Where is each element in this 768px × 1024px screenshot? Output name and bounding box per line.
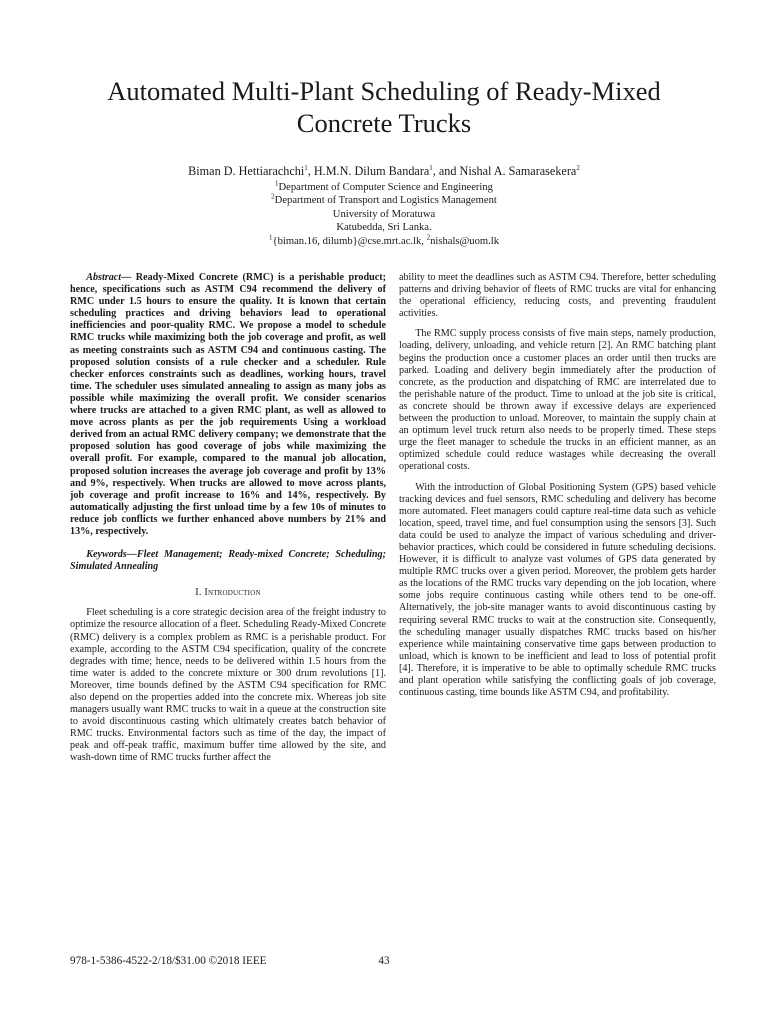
author-name: H.M.N. Dilum Bandara	[313, 164, 430, 178]
right-column	[399, 272, 716, 707]
affiliation-location: Katubedda, Sri Lanka.	[336, 222, 432, 234]
page-number: 43	[378, 955, 390, 967]
author-affiliation-mark: 1	[304, 163, 308, 172]
author-affiliation-mark: 1	[429, 163, 433, 172]
body-paragraph: ability to meet the deadlines such as ASTM C94. Therefore, better scheduling patterns and driving behavior of fleets of RMC trucks are vital for enhancing the operational efficiency, reducing costs, and preventing fraudulent activities.	[399, 272, 716, 320]
affiliation-mark: 2	[271, 192, 275, 201]
affiliation-text: Department of Transport and Logistics Management	[274, 195, 497, 207]
affiliation-text: Department of Computer Science and Engineering	[278, 182, 493, 193]
left-column	[70, 272, 386, 773]
keywords: Keywords—Fleet Management; Ready-mixed Concrete; Scheduling; Simulated Annealing	[70, 549, 386, 573]
affiliation-university: University of Moratuwa	[332, 208, 436, 220]
body-paragraph: Fleet scheduling is a core strategic decision area of the freight industry to optimize the resource allocation of a fleet. Scheduling Ready-Mixed Concrete (RMC) delivery is a complex problem as RMC is a perishable product. For example, according to the ASTM C94 specification, quality of the concrete degrades with time; hence, needs to be delivered within 1.5 hours from the time water is added to the concrete mixture or 300 drum revolutions [1]. Moreover, time bounds defined by the ASTM C94 specification for RMC also depend on the properties added into the concrete mix. Whereas job site managers usually want RMC trucks to wait in a queue at the construction site to avoid discontinuous casting which ultimately creates batch behavior of RMC trucks. Environmental factors such as time of the day, the impact of peak and off-peak traffic, maximum buffer time allowed by the site, and wash-down time of RMC trucks further affect the	[70, 607, 387, 764]
affiliation-department	[60, 194, 708, 207]
email-link[interactable]: nishals@uom.lk	[430, 235, 499, 247]
affiliation-mark: 1	[269, 233, 273, 242]
section-title: Introduction	[204, 587, 261, 599]
body-paragraph: The RMC supply process consists of five main steps, namely production, loading, delivery, unloading, and vehicle return [2]. An RMC batching plant begins the production once a customer places an order until then trucks are parked. Loading and delivery begin immediately after the production of concrete, as the production and dispatching of RMC are interrelated due to the perishable nature of the product. Time to unload at the job site is critical, as concrete should be thrown away if excessive delays are experienced between the production to unload. Moreover, to maintain the supply chain at an optimum level truck return also needs to be properly timed. These steps urge the fleet manager to schedule the trucks in an efficient manner, as an optimized schedule could reduce wastages while decreasing the overall operational costs.	[399, 328, 716, 473]
email-link[interactable]: {biman.16, dilumb}@cse.mrt.ac.lk,	[272, 235, 427, 247]
abstract-text: Ready-Mixed Concrete (RMC) is a perishable product; hence, specifications such as ASTM C94 recommend the delivery of RMC under 1.5 hours to ensure the quality. It is known that certain scheduling practices and driving behaviors lead to operational inefficiencies and poor-quality RMC. We propose a model to schedule RMC trucks while maximizing both the job coverage and profit, as well as meeting constraints such as ASTM C94 and continuous casting. The proposed solution consists of a rule checker and a scheduler. Rule checker enforces constraints such as deadlines, working hours, travel time. The scheduler uses simulated annealing to assign as many jobs as possible while maximizing the overall profit. We consider scenarios where trucks are attached to a given RMC plant, as well as allowed to move across plants as per the job requirements Using a workload derived from an actual RMC delivery company; we demonstrate that the proposed solution has good coverage of jobs while maximizing the overall profit. For example, compared to the manual job allocation, proposed solution increases the average job coverage and profit by 13% and 9%, respectively. When trucks are allowed to move across plants, job coverage and profit increase to 16% and 14%, respectively. By automatically adjusting the first unload time by a few 10s of minutes to reduce job conflicts we further enhanced above numbers by 21% and 13%, respectively.	[70, 272, 386, 537]
copyright-footer: 978-1-5386-4522-2/18/$31.00 ©2018 IEEE	[70, 955, 267, 967]
affiliation-emails	[60, 235, 708, 248]
affiliation-block	[60, 181, 708, 248]
abstract-dash: —	[121, 272, 136, 283]
abstract-heading: Abstract	[86, 272, 122, 283]
section-number: I.	[195, 587, 202, 599]
paper-title-line: Automated Multi-Plant Scheduling of Ready-Mixed	[107, 76, 661, 106]
affiliation-mark: 2	[426, 233, 431, 242]
author-separator: ,	[307, 164, 314, 178]
body-paragraph: With the introduction of Global Positioning System (GPS) based vehicle tracking devices and fuel sensors, RMC scheduling and delivery has become more automated. Fleet managers could capture real-time data such as vehicle location, speed, travel time, and fuel consumption using the sensors [3]. Such data could be used to analyze the impact of various scheduling and driver-behavior practices, which could be considered in future scheduling decisions. However, it is difficult to analyze vast volumes of GPS data generated by multiple RMC trucks over a given period. Moreover, the problem gets harder as the locations of the RMC trucks vary depending on the job location, where some jobs require continuous casting while others tend to be one-off. Alternatively, the job-site manager wants to avoid discontinuous casting by requiring several RMC trucks to wait at the construction site. Consequently, the scheduling manager usually dispatches RMC trucks based on his/her experience while maintaining conservative time gaps between production to unload, which is known to be inefficient and lead to loss of potential profit [4]. Therefore, it is imperative to be able to optimally schedule RMC trucks and plant operation while satisfying the conflicting goals of job coverage, continuous casting, time bounds like ASTM C94, and profitability.	[399, 481, 716, 699]
affiliation-department	[60, 181, 708, 194]
author-name: Biman D. Hettiarachchi	[188, 164, 305, 178]
paper-title-line: Concrete Trucks	[296, 108, 472, 138]
affiliation-mark: 1	[275, 179, 279, 188]
paper-title	[60, 75, 708, 139]
abstract	[70, 272, 386, 538]
author-separator: , and	[432, 164, 460, 178]
section-heading	[70, 587, 386, 599]
author-list	[60, 164, 708, 179]
author-affiliation-mark: 2	[576, 163, 580, 172]
author-name: Nishal A. Samarasekera	[459, 164, 577, 178]
